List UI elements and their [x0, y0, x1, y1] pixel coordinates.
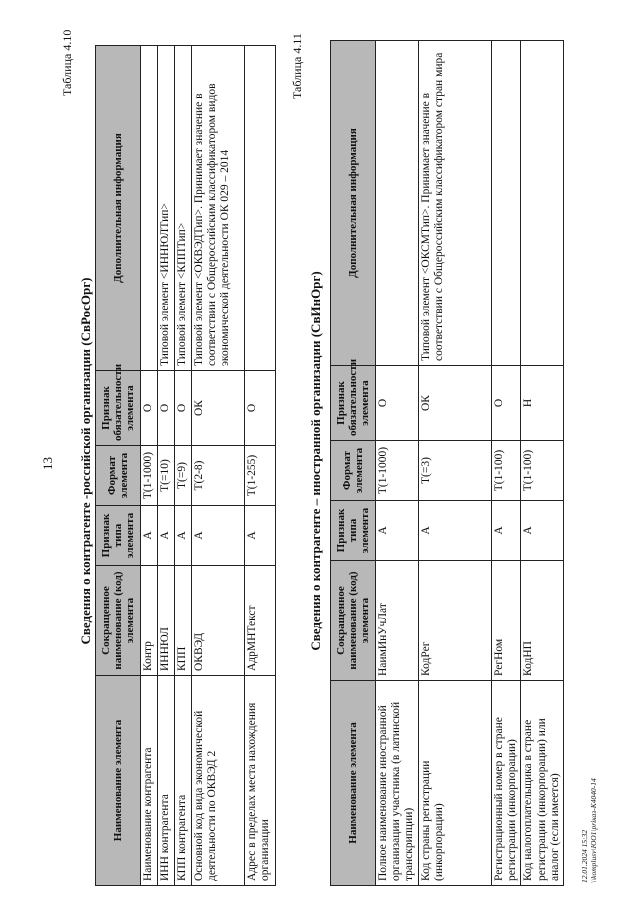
header-cell: Дополнительная информация [96, 46, 141, 371]
table-cell: О [245, 371, 276, 446]
table-row [492, 41, 521, 886]
table-cell: А [419, 501, 492, 561]
table-cell: ИНН контрагента [158, 676, 175, 886]
table-row [419, 41, 492, 886]
table-cell: А [175, 506, 192, 566]
table-cell: T(1-100) [492, 441, 521, 501]
header-cell: Признак обязательности элемента [96, 371, 141, 446]
table-cell: T(1-1000) [376, 441, 419, 501]
table-cell [141, 46, 158, 371]
table-cell: T(1-1000) [141, 446, 158, 506]
table-cell: А [521, 501, 564, 561]
table-cell: А [492, 501, 521, 561]
table-cell: РегНом [492, 561, 521, 681]
print-timestamp: 12.01.2024 15:32 [580, 829, 589, 883]
table-cell: О [376, 366, 419, 441]
table-cell: Типовой элемент <ОКСМТип>. Принимает значение в соответствии с Общероссийским классификатором стран мира [419, 41, 492, 366]
table-cell: T(=9) [175, 446, 192, 506]
table-cell: T(=10) [158, 446, 175, 506]
table-cell [521, 41, 564, 366]
table-cell: Типовой элемент <КППТип> [175, 46, 192, 371]
header-cell: Признак обязательности элемента [331, 366, 376, 441]
table1-caption: Таблица 4.10 [60, 29, 74, 96]
table-cell: Код страны регистрации (инкорпорации) [419, 681, 492, 886]
table-cell: T(1-100) [521, 441, 564, 501]
header-cell: Сокращенное наименование (код) элемента [96, 566, 141, 676]
table-cell: КодНП [521, 561, 564, 681]
table-row [192, 46, 245, 886]
table-cell: АдрМНТекст [245, 566, 276, 676]
table-cell: А [192, 506, 245, 566]
table-row [245, 46, 276, 886]
header-cell: Наименование элемента [96, 676, 141, 886]
table-cell: О [175, 371, 192, 446]
table1-title: Сведения о контрагенте -российской организации (СвРосОрг) [78, 277, 93, 645]
table2-title: Сведения о контрагенте – иностранной организации (СвИнОрг) [308, 271, 323, 651]
table-cell: А [158, 506, 175, 566]
table2-header-row [331, 41, 376, 886]
table-cell: А [141, 506, 158, 566]
table-row [141, 46, 158, 886]
table-cell: T(2-8) [192, 446, 245, 506]
table-cell: Контр [141, 566, 158, 676]
table-row [158, 46, 175, 886]
table-cell: А [245, 506, 276, 566]
table-cell: О [141, 371, 158, 446]
table-cell: КПП [175, 566, 192, 676]
table-cell: О [492, 366, 521, 441]
table-cell [492, 41, 521, 366]
table-cell: T(1-255) [245, 446, 276, 506]
header-cell: Признак типа элемента [96, 506, 141, 566]
table-cell: Код налогоплательщика в стране регистрации (инкорпорации) или аналог (если имеется) [521, 681, 564, 886]
table-cell: О [158, 371, 175, 446]
table-cell: Полное наименование иностранной организации участника (в латинской транскрипции) [376, 681, 419, 886]
table2 [330, 40, 564, 886]
table1-header-row [96, 46, 141, 886]
table-cell [245, 46, 276, 371]
table-cell: Типовой элемент <ИННЮЛТип> [158, 46, 175, 371]
table-cell: ИННЮЛ [158, 566, 175, 676]
header-cell: Наименование элемента [331, 681, 376, 886]
page-number: 13 [40, 457, 55, 470]
header-cell: Признак типа элемента [331, 501, 376, 561]
print-footer [580, 778, 598, 883]
table-cell: А [376, 501, 419, 561]
table2-caption: Таблица 4.11 [290, 33, 304, 99]
table-cell: КПП контрагента [175, 676, 192, 886]
table-row [376, 41, 419, 886]
print-path: \\komplusv\ЮО1\priказ-К4040-14 [589, 778, 598, 883]
table-cell: Наименование контрагента [141, 676, 158, 886]
table-cell: ОКВЭД [192, 566, 245, 676]
header-cell: Формат элемента [96, 446, 141, 506]
table-cell: КодРег [419, 561, 492, 681]
table-cell: Типовой элемент <ОКВЭДТип>. Принимает значение в соответствии с Общероссийским классификатором видов экономической деятельности ОК 029 – 2014 [192, 46, 245, 371]
table-row [175, 46, 192, 886]
table-cell: Регистрационный номер в стране регистрации (инкорпорации) [492, 681, 521, 886]
table-cell: Н [521, 366, 564, 441]
table-cell: ОК [192, 371, 245, 446]
header-cell: Формат элемента [331, 441, 376, 501]
table-cell: Основной код вида экономической деятельности по ОКВЭД 2 [192, 676, 245, 886]
table-cell: T(=3) [419, 441, 492, 501]
table1 [95, 45, 276, 886]
table-cell: НаимИнУчЛат [376, 561, 419, 681]
header-cell: Дополнительная информация [331, 41, 376, 366]
table-row [521, 41, 564, 886]
table-cell [376, 41, 419, 366]
table-cell: Адрес в пределах места нахождения организации [245, 676, 276, 886]
header-cell: Сокращенное наименование (код) элемента [331, 561, 376, 681]
table-cell: ОК [419, 366, 492, 441]
